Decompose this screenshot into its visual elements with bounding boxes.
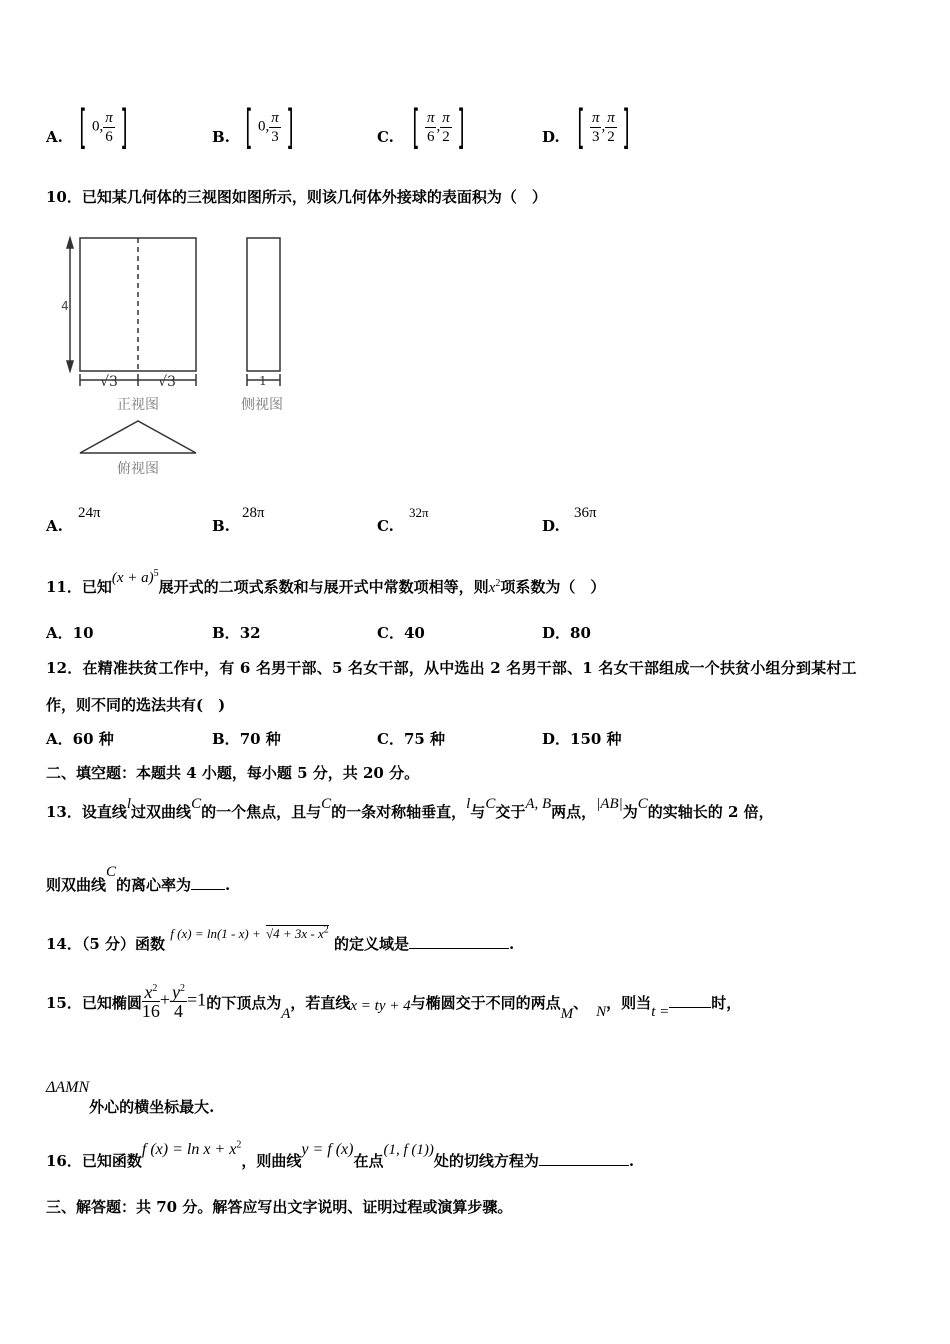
section-2-heading: 二、填空题：本题共 4 小题，每小题 5 分，共 20 分。 xyxy=(46,764,420,782)
top-view xyxy=(80,421,196,453)
q16-line: 16．已知函数f $(x) = \ln x + x^2$，则曲线y = f (x)在点(1, f (1))处的切线方程为 . xyxy=(46,1139,635,1170)
q15-answer-blank[interactable] xyxy=(669,1007,711,1008)
width-label-2: √3 xyxy=(158,374,176,390)
q13-line2: 则双曲线C的离心率为 . xyxy=(46,864,231,894)
q10-stem: 10．已知某几何体的三视图如图所示，则该几何体外接球的表面积为（ ） xyxy=(46,188,547,206)
side-view-caption: 侧视图 xyxy=(241,397,283,413)
q14-line: 14．（5 分）函数 f $(x) = \ln(1 - x) + √4 + 3x - x^2$ 的定义域是 . xyxy=(46,924,515,953)
q11-option-d: D．80 xyxy=(542,624,591,642)
q11-option-c: C．40 xyxy=(377,624,425,642)
q13-answer-blank[interactable] xyxy=(191,889,225,890)
q11-option-a: A．10 xyxy=(46,624,94,642)
q13-line1: 13．设直线l过双曲线C的一个焦点，且与C的一条对称轴垂直，l与C交于A, B两点，|AB|为C的实轴长的 2 倍， xyxy=(46,796,774,821)
three-view-figure xyxy=(55,228,305,488)
q12-option-a: A．60 种 xyxy=(46,730,114,748)
q12-option-d: D．150 种 xyxy=(542,730,622,748)
q14-answer-blank[interactable] xyxy=(409,948,509,949)
top-view-caption: 俯视图 xyxy=(117,461,159,477)
q11-option-b: B．32 xyxy=(212,624,261,642)
q12-stem-line1: 12．在精准扶贫工作中，有 6 名男干部、5 名女干部，从中选出 2 名男干部、1 名女干部组成一个扶贫小组分到某村工 xyxy=(46,659,857,677)
front-view xyxy=(67,238,196,386)
section-3-heading: 三、解答题：共 70 分。解答应写出文字说明、证明过程或演算步骤。 xyxy=(46,1198,513,1216)
side-view xyxy=(247,238,280,386)
q16-answer-blank[interactable] xyxy=(539,1165,629,1166)
width-label-1: √3 xyxy=(100,374,118,390)
q12-option-c: C．75 种 xyxy=(377,730,446,748)
q12-option-b: B．70 种 xyxy=(212,730,281,748)
q15-line1: 15．已知椭圆 $\frac{x^2}{16}$ + $\frac{y^2}{4}$ =1的下顶点为A，若直线x = ty + 4与椭圆交于不同的两点M、 N，则当t = 时， xyxy=(46,982,742,1022)
q15-line2: ΔAMN外心的横坐标最大. xyxy=(46,1079,215,1116)
side-width-label: 1 xyxy=(259,374,267,388)
height-label: 4 xyxy=(61,299,69,313)
front-view-caption: 正视图 xyxy=(117,397,159,413)
q12-stem-line2: 作，则不同的选法共有( ) xyxy=(46,696,226,714)
q11-stem: 11．已知$(x + a)^5$展开式的二项式系数和与展开式中常数项相等，则$x^2$项系数为（ ） xyxy=(46,568,606,596)
